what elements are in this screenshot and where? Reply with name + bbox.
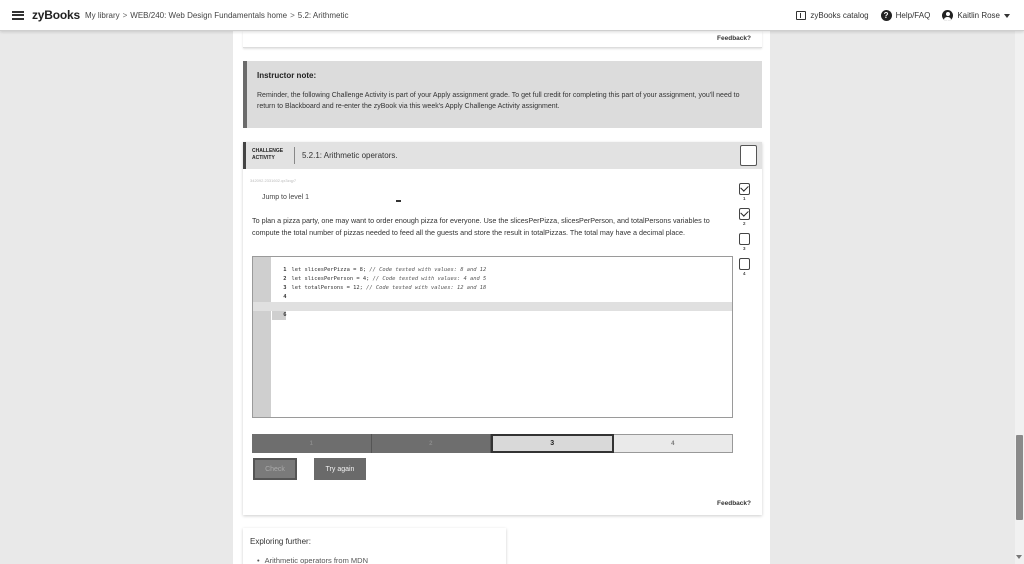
exploring-further-card — [243, 528, 506, 564]
breadcrumb-my-library[interactable]: My library — [84, 10, 120, 20]
code-text: let slicesPerPerson = 4; — [291, 276, 370, 282]
level-number: 4 — [743, 271, 746, 276]
level-dash — [396, 200, 401, 202]
help-link[interactable] — [881, 10, 931, 21]
instructor-note-title: Instructor note: — [257, 71, 317, 80]
level-2-check-icon[interactable] — [739, 208, 750, 220]
level-progress-bar — [252, 434, 733, 453]
previous-activity-card — [243, 31, 762, 48]
activity-header — [243, 142, 762, 169]
user-name: Kaitlin Rose — [957, 11, 1000, 20]
activity-title: 5.2.1: Arithmetic operators. — [302, 151, 398, 160]
check-button[interactable]: Check — [253, 458, 297, 480]
challenge-activity — [243, 142, 762, 515]
chevron-down-icon — [1004, 14, 1010, 18]
catalog-label: zyBooks catalog — [810, 11, 869, 20]
scrollbar-thumb[interactable] — [1016, 435, 1023, 520]
menu-icon[interactable] — [12, 11, 24, 20]
line-number: 4 — [283, 294, 287, 300]
activity-type-label: CHALLENGE ACTIVITY — [252, 148, 284, 161]
code-line-active[interactable] — [253, 302, 732, 318]
instructor-note — [243, 61, 762, 128]
line-number: 2 — [283, 276, 287, 282]
instructor-note-body: Reminder, the following Challenge Activity is part of your Apply assignment grade. To get full credit for completing this part of your assignment, you'll need to return to Blackboard and re-enter the zyBook via this week's Apply Challenge Activity assignment. — [257, 92, 740, 110]
level-1-check-icon[interactable] — [739, 183, 750, 195]
progress-level-4[interactable]: 4 — [614, 434, 734, 453]
activity-id: 342092.2331602.qx3zqy7 — [250, 178, 297, 183]
progress-level-1[interactable]: 1 — [252, 434, 372, 453]
breadcrumb-separator: > — [122, 10, 128, 20]
account-icon — [942, 10, 953, 21]
line-number: 1 — [283, 267, 287, 273]
feedback-link[interactable]: Feedback? — [717, 35, 751, 42]
feedback-link[interactable]: Feedback? — [717, 500, 751, 507]
level-number: 2 — [743, 221, 746, 226]
code-line[interactable] — [253, 293, 732, 302]
top-bar — [0, 0, 1024, 31]
breadcrumb — [85, 11, 349, 20]
code-line[interactable] — [253, 266, 732, 282]
code-editor[interactable] — [252, 256, 733, 418]
try-again-button[interactable]: Try again — [314, 458, 366, 480]
breadcrumb-section: 5.2: Arithmetic — [297, 10, 349, 20]
code-text: let slicesPerPizza = 8; — [291, 267, 367, 273]
breadcrumb-separator: > — [290, 10, 295, 20]
zybooks-logo[interactable]: zyBooks — [32, 8, 80, 22]
line-number: 6 — [272, 311, 286, 320]
code-line[interactable] — [253, 275, 732, 291]
breadcrumb-course-home[interactable]: WEB/240: Web Design Fundamentals home — [130, 10, 288, 20]
help-icon: ? — [881, 10, 892, 21]
code-text: let totalPersons = 12; — [291, 285, 363, 291]
line-number: 3 — [283, 285, 287, 291]
level-3-checkbox-icon[interactable] — [739, 233, 750, 245]
code-comment: // Code tested with values: 8 and 12 — [369, 267, 487, 273]
code-comment: // Code tested with values: 4 and 5 — [372, 276, 487, 282]
level-number: 3 — [743, 246, 746, 251]
code-line[interactable] — [253, 284, 732, 300]
code-comment: // Code tested with values: 12 and 18 — [366, 285, 487, 291]
mdn-link[interactable]: • Arithmetic operators from MDN — [257, 556, 368, 564]
level-number: 1 — [743, 196, 746, 201]
bookmark-icon[interactable] — [740, 145, 757, 166]
progress-level-3[interactable]: 3 — [491, 434, 614, 453]
progress-level-2[interactable]: 2 — [372, 434, 492, 453]
user-menu[interactable] — [942, 10, 1010, 21]
jump-to-level[interactable]: Jump to level 1 — [262, 194, 310, 201]
code-line[interactable] — [253, 257, 732, 273]
challenge-prompt: To plan a pizza party, one may want to order enough pizza for everyone. Use the slicesPerPizza, slicesPerPerson, and totalPersons variables to compute the total number of pizzas needed to feed all the guests and store the result in totalPizzas. The total may have a decimal place. — [252, 216, 710, 237]
book-icon — [796, 11, 806, 20]
catalog-link[interactable] — [796, 11, 868, 20]
help-label: Help/FAQ — [895, 11, 931, 20]
exploring-further-title: Exploring further: — [250, 537, 311, 546]
divider — [294, 147, 295, 164]
level-4-checkbox-icon[interactable] — [739, 258, 750, 270]
scroll-down-icon[interactable] — [1016, 555, 1022, 559]
